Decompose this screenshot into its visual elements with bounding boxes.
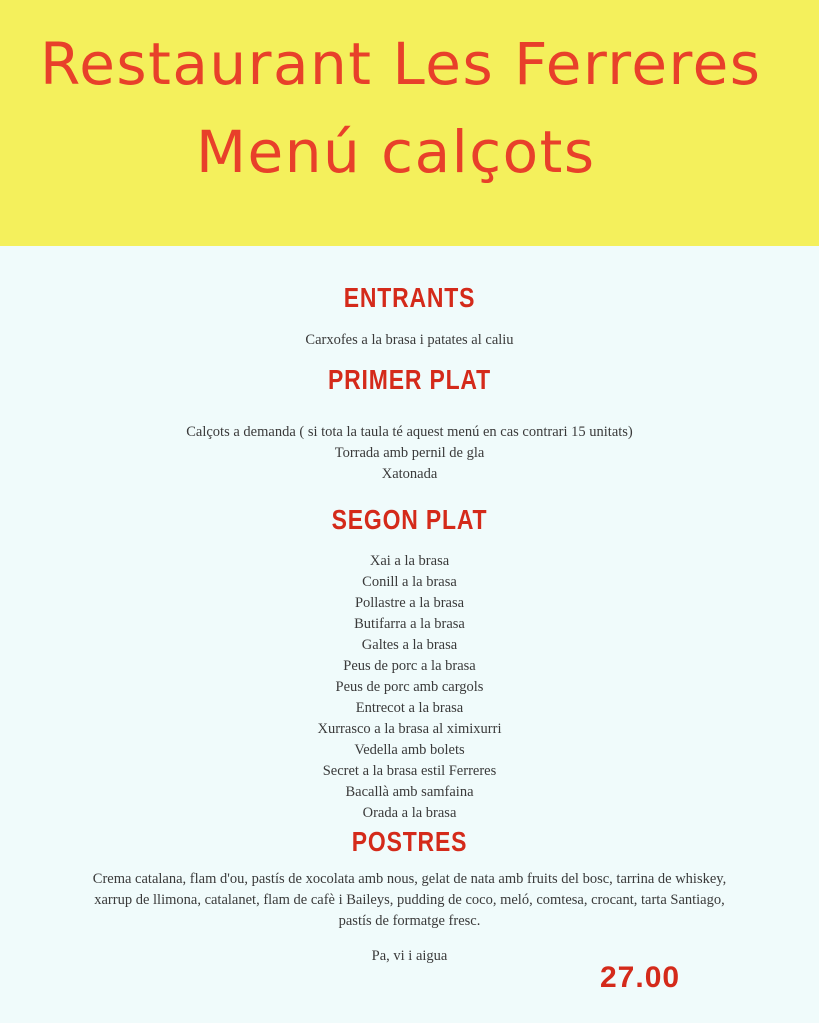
segon-plat-list xyxy=(0,551,819,824)
menu-item: Torrada amb pernil de gla xyxy=(334,445,485,461)
entrants-heading: ENTRANTS xyxy=(343,282,476,313)
primer-plat-heading: PRIMER PLAT xyxy=(328,364,491,395)
entrants-list xyxy=(0,330,819,351)
primer-plat-list xyxy=(0,422,819,485)
menu-item: Pollastre a la brasa xyxy=(354,595,465,611)
header-banner xyxy=(0,0,819,246)
menu-item: Conill a la brasa xyxy=(362,574,457,590)
menu-item: Entrecot a la brasa xyxy=(355,700,464,716)
postres-text: Crema catalana, flam d'ou, pastís de xocolata amb nous, gelat de nata amb fruits del bosc, tarrina de whiskey, xarrup de llimona, catalanet, flam de cafè i Baileys, pudding de coco, meló, comtesa, crocant, tarta Santiago, pastís de formatge fresc. xyxy=(92,871,727,929)
segon-plat-heading: SEGON PLAT xyxy=(331,504,488,535)
menu-item: Peus de porc amb cargols xyxy=(335,679,484,695)
menu-item: Carxofes a la brasa i patates al caliu xyxy=(305,332,514,348)
bread-wine-water: Pa, vi i aigua xyxy=(371,948,448,964)
menu-item: Calçots a demanda ( si tota la taula té aquest menú en cas contrari 15 unitats) xyxy=(186,424,633,440)
menu-item: Vedella amb bolets xyxy=(354,742,465,758)
menu-item: Secret a la brasa estil Ferreres xyxy=(322,763,497,779)
menu-title: Menú calçots xyxy=(196,118,596,186)
menu-item: Xurrasco a la brasa al ximixurri xyxy=(317,721,502,737)
menu-item: Peus de porc a la brasa xyxy=(343,658,476,674)
restaurant-title: Restaurant Les Ferreres xyxy=(40,30,762,98)
menu-item: Xai a la brasa xyxy=(369,553,450,569)
menu-price: 27.00 xyxy=(600,961,681,994)
menu-item: Butifarra a la brasa xyxy=(354,616,465,632)
postres-heading: POSTRES xyxy=(351,826,468,857)
menu-item: Galtes a la brasa xyxy=(361,637,458,653)
menu-item: Xatonada xyxy=(381,466,438,482)
menu-item: Orada a la brasa xyxy=(362,805,457,821)
menu-item: Bacallà amb samfaina xyxy=(345,784,474,800)
